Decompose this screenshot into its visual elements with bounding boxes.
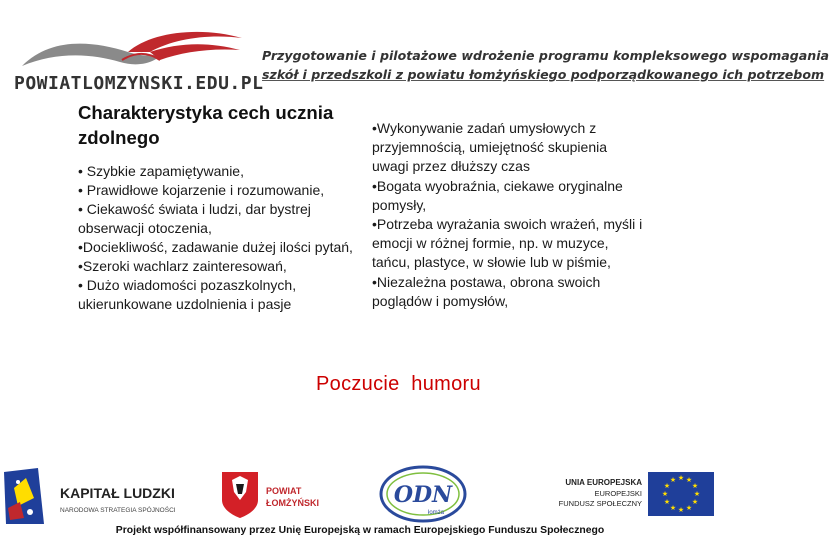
svg-text:★: ★ [663,498,671,506]
eu-label-1: UNIA EUROPEJSKA [565,478,642,487]
eu-logo [548,472,718,516]
funding-note: Projekt współfinansowany przez Unię Europejską w ramach Europejskiego Funduszu Społecznego [115,525,605,536]
kapital-ludzki-logo [4,468,204,524]
powiat-logo-graphic [10,18,250,108]
odn-logo [378,464,468,524]
trait-item: •Niezależna postawa, obrona swoich poglądów i pomysłów, [372,273,601,309]
svg-text:★: ★ [691,482,699,490]
svg-text:★: ★ [677,506,685,514]
trait-item: •Bogata wyobraźnia, ciekawe oryginalne pomysły, [372,177,623,213]
eu-label-2: EUROPEJSKI [594,489,642,498]
logo-text: POWIATLOMZYNSKI.EDU.PL [14,73,264,94]
svg-text:★: ★ [691,498,699,506]
svg-text:★: ★ [685,476,693,484]
right-column [372,119,647,311]
powiat-label-2: ŁOMŻYŃSKI [266,498,319,508]
trait-item: • Dużo wiadomości pozaszkolnych, ukierunkowane uzdolnienia i pasje [78,277,297,312]
eu-label-3: FUNDUSZ SPOŁECZNY [558,499,642,508]
svg-text:★: ★ [663,482,671,490]
svg-text:★: ★ [685,504,693,512]
humor-highlight: Poczucie humoru [316,373,481,395]
tagline-line-2: szkół i przedszkoli z powiatu łomżyńskiego podporządkowanego ich potrzebom [262,67,825,82]
svg-text:★: ★ [669,476,677,484]
powiat-crest-logo [220,470,340,520]
svg-text:★: ★ [669,504,677,512]
header [0,0,829,100]
svg-text:★: ★ [661,490,669,498]
odn-sublabel: łomża [427,510,445,516]
slide-title: Charakterystyka cech ucznia zdolnego [78,102,334,148]
tagline-line-1: Przygotowanie i pilotażowe wdrożenie programu kompleksowego wspomagania [262,48,829,63]
trait-item: •Dociekliwość, zadawanie dużej ilości pytań, [78,239,353,255]
kapital-subtitle: NARODOWA STRATEGIA SPÓJNOŚCI [60,507,176,514]
left-column [78,100,368,314]
trait-item: •Wykonywanie zadań umysłowych z przyjemnością, umiejętność skupienia uwagi przez dłuższy czas [372,120,607,175]
trait-item: • Prawidłowe kojarzenie i rozumowanie, [78,182,325,198]
odn-label: ODN [393,482,453,508]
powiat-label-1: POWIAT [266,486,302,496]
trait-item: •Potrzeba wyrażania swoich wrażeń, myśli i emocji w różnej formie, np. w muzyce, tańcu, plastyce, w słowie lub w piśmie, [372,216,643,271]
trait-item: •Szeroki wachlarz zainteresowań, [78,258,287,274]
project-tagline [262,46,829,84]
svg-text:★: ★ [677,474,685,482]
kapital-title: KAPITAŁ LUDZKI [60,485,175,501]
svg-text:★: ★ [693,490,701,498]
trait-item: • Szybkie zapamiętywanie, [78,163,244,179]
trait-item: • Ciekawość świata i ludzi, dar bystrej obserwacji otoczenia, [78,201,311,236]
